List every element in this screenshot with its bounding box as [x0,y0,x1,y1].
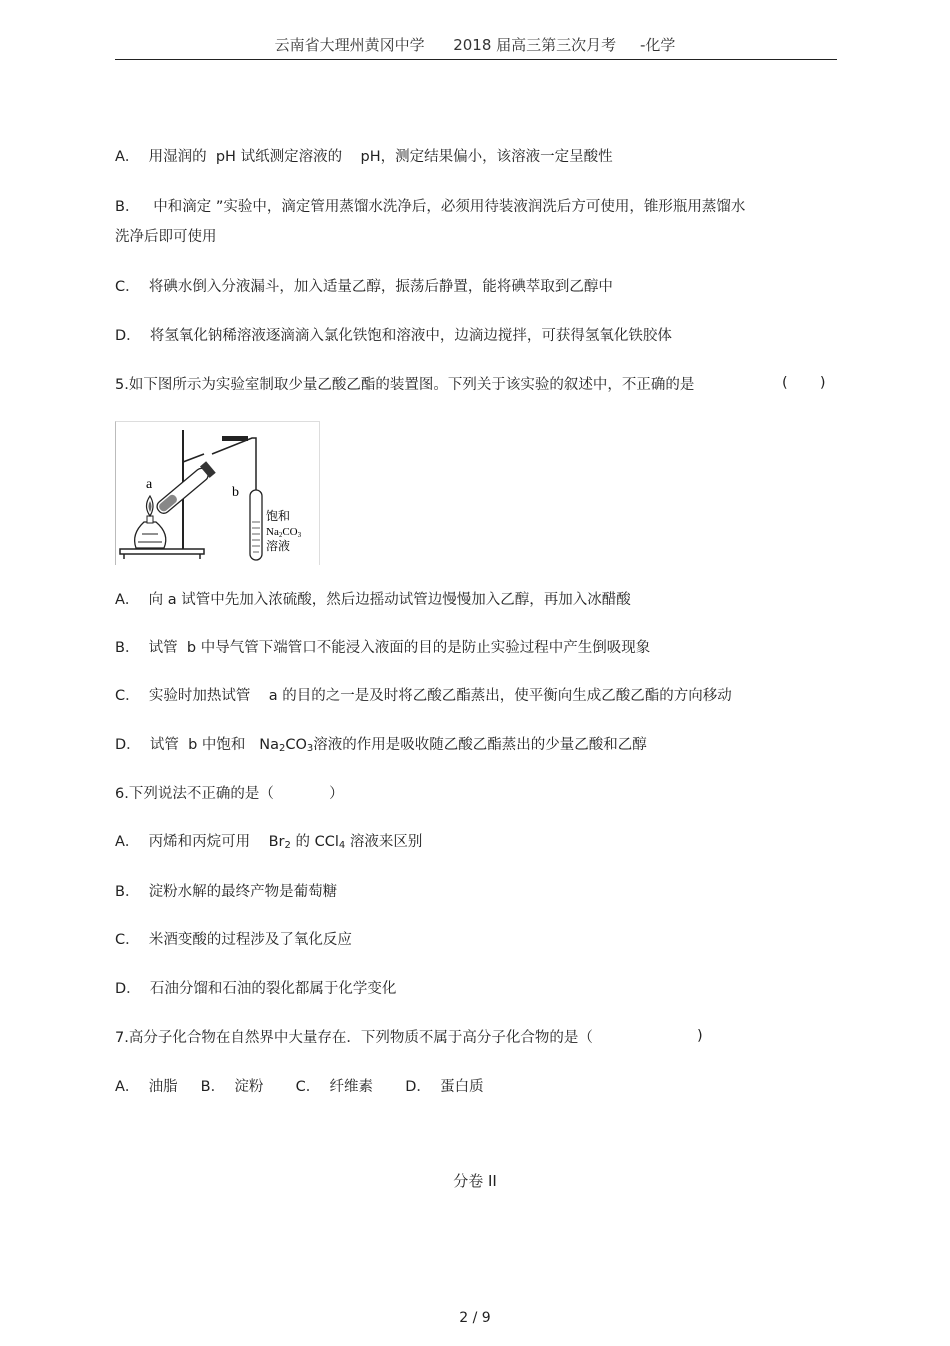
page-number: 2 / 9 [459,1310,491,1326]
label-solution: 溶液 [266,539,291,553]
label-b: b [232,485,239,500]
q6-option-a: A． 丙烯和丙烷可用 $Br_2$ 的 CCl$_4$ 溶液来区别 [115,834,423,851]
apparatus-diagram [116,422,319,565]
page-header: 云南省大理州黄冈中学 2018 届高三第三次月考 -化学 [274,36,676,54]
label-saturated: 饱和 [266,509,291,523]
section-title: 分卷 II [453,1172,497,1190]
q4-option-b-line1: B． 中和滴定 ”实验中，滴定管用蒸馏水洗净后，必须用待装液润洗后方可使用，锥形瓶用蒸馏水 [115,199,746,215]
q4-option-a: A． 用湿润的 pH 试纸测定溶液的 pH，测定结果偏小，该溶液一定呈酸性 [115,149,613,165]
header-rule [115,59,837,60]
q5-option-b: B． 试管 b 中导气管下端管口不能浸入液面的目的是防止实验过程中产生倒吸现象 [115,640,651,656]
q6-option-d: D． 石油分馏和石油的裂化都属于化学变化 [115,981,397,997]
q6-option-b: B． 淀粉水解的最终产物是葡萄糖 [115,884,338,900]
q5-option-a: A． 向 a 试管中先加入浓硫酸，然后边摇动试管边慢慢加入乙醇，再加入冰醋酸 [115,592,631,608]
q5-answer-paren: ( ) [782,375,826,391]
q6-stem: 6.下列说法不正确的是（ ） [115,786,344,802]
q4-option-b-line2: 洗净后即可使用 [115,229,217,245]
q7-stem: 7.高分子化合物在自然界中大量存在．下列物质不属于高分子化合物的是（ [115,1030,593,1046]
q5-option-c: C． 实验时加热试管 a 的目的之一是及时将乙酸乙酯蒸出，使平衡向生成乙酸乙酯的方向移动 [115,688,732,704]
label-a: a [146,477,153,492]
q7-options: A． 油脂 B． 淀粉 C． 纤维素 D． 蛋白质 [115,1079,484,1095]
q7-answer-paren: ) [697,1028,703,1044]
q5-stem: 5.如下图所示为实验室制取少量乙酸乙酯的装置图。下列关于该实验的叙述中，不正确的是 [115,377,695,393]
q4-option-d: D． 将氢氧化钠稀溶液逐滴滴入氯化铁饱和溶液中，边滴边搅拌，可获得氢氧化铁胶体 [115,328,672,344]
label-sodium-carbonate: Na2CO3 [266,526,302,539]
q5-option-d: D． 试管 b 中饱和 $Na_2CO_3$溶液的作用是吸收随乙酸乙酯蒸出的少量乙酸和乙醇 [115,737,647,754]
q6-option-c: C． 米酒变酸的过程涉及了氧化反应 [115,932,352,948]
apparatus-figure [115,421,320,565]
q4-option-c: C． 将碘水倒入分液漏斗，加入适量乙醇，振荡后静置，能将碘萃取到乙醇中 [115,279,613,295]
